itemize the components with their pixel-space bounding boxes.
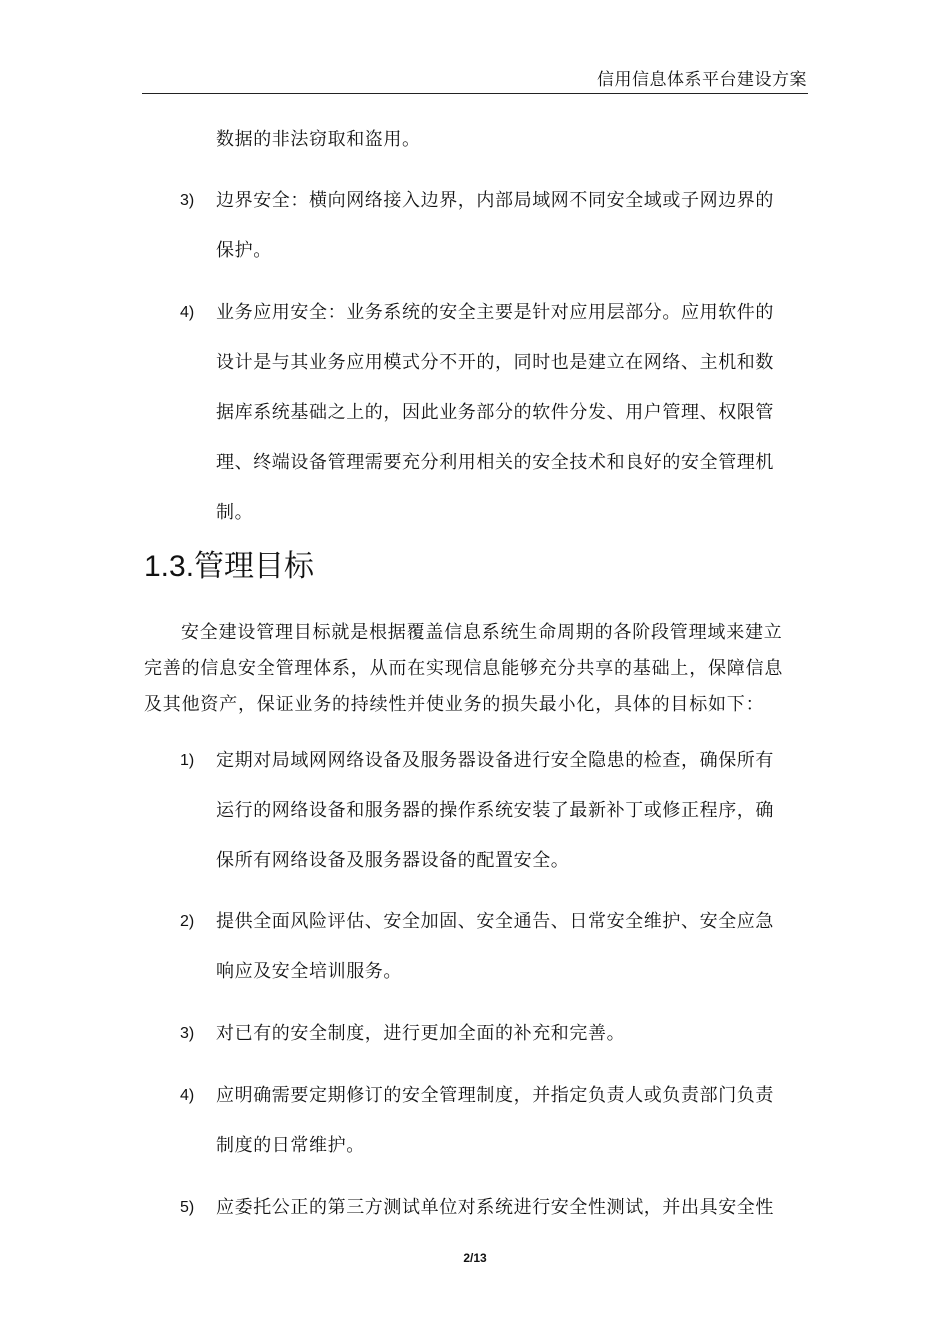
paragraph-line: 安全建设管理目标就是根据覆盖信息系统生命周期的各阶段管理域来建立 xyxy=(181,622,783,643)
list-item-line: 设计是与其业务应用模式分不开的，同时也是建立在网络、主机和数 xyxy=(216,352,774,373)
list-item-number: 1) xyxy=(180,752,195,769)
list-item-number: 3) xyxy=(180,1025,195,1042)
document-title: 信用信息体系平台建设方案 xyxy=(597,70,807,90)
list-item-line: 对已有的安全制度，进行更加全面的补充和完善。 xyxy=(216,1023,626,1044)
list-item-line: 定期对局域网网络设备及服务器设备进行安全隐患的检查，确保所有 xyxy=(216,750,774,771)
header-divider xyxy=(142,93,808,94)
list-item-line: 据库系统基础之上的，因此业务部分的软件分发、用户管理、权限管 xyxy=(216,402,774,423)
list-item-line: 业务应用安全：业务系统的安全主要是针对应用层部分。应用软件的 xyxy=(216,302,774,323)
paragraph-line: 及其他资产，保证业务的持续性并使业务的损失最小化，具体的目标如下： xyxy=(144,694,765,715)
list-item-line: 应明确需要定期修订的安全管理制度，并指定负责人或负责部门负责 xyxy=(216,1085,774,1106)
list-item-line: 保护。 xyxy=(216,240,272,261)
section-heading: 1.3.管理目标 xyxy=(144,550,315,583)
list-item-number: 4) xyxy=(180,304,195,321)
list-item-line: 边界安全：横向网络接入边界，内部局域网不同安全域或子网边界的 xyxy=(216,190,774,211)
list-item-line: 应委托公正的第三方测试单位对系统进行安全性测试，并出具安全性 xyxy=(216,1197,774,1218)
list-item-line: 理、终端设备管理需要充分利用相关的安全技术和良好的安全管理机 xyxy=(216,452,774,473)
list-item-line: 提供全面风险评估、安全加固、安全通告、日常安全维护、安全应急 xyxy=(216,911,774,932)
list-item-line: 制。 xyxy=(216,502,254,523)
list-item-number: 4) xyxy=(180,1087,195,1104)
list-item-line: 运行的网络设备和服务器的操作系统安装了最新补丁或修正程序，确 xyxy=(216,800,774,821)
list-item-line: 保所有网络设备及服务器设备的配置安全。 xyxy=(216,850,570,871)
paragraph-line: 完善的信息安全管理体系，从而在实现信息能够充分共享的基础上，保障信息 xyxy=(144,658,784,679)
list-item-number: 2) xyxy=(180,913,195,930)
list-item-number: 5) xyxy=(180,1199,195,1216)
page-number: 2/13 xyxy=(463,1251,487,1265)
list-item-line: 响应及安全培训服务。 xyxy=(216,961,402,982)
continuation-line: 数据的非法窃取和盗用。 xyxy=(216,129,421,150)
list-item-line: 制度的日常维护。 xyxy=(216,1135,365,1156)
list-item-number: 3) xyxy=(180,192,195,209)
